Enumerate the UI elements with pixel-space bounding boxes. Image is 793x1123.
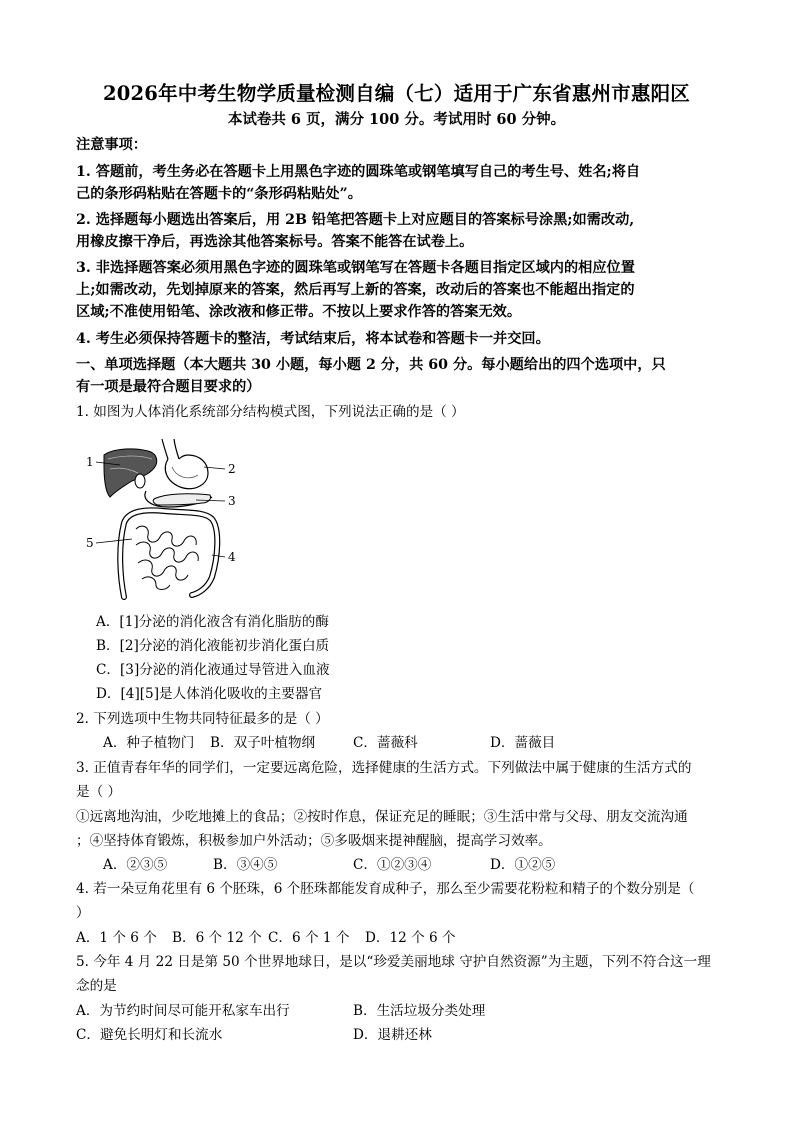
question-3-option-a: A．②③⑤ — [103, 857, 168, 873]
notice-item-3-line-1: 3. 非选择题答案必须用黑色字迹的圆珠笔或钢笔写在答题卡各题目指定区域内的相应位置 — [76, 260, 635, 276]
notice-item-2-line-1: 2. 选择题每小题选出答案后，用 2B 铅笔把答题卡上对应题目的答案标号涂黑;如需改动, — [76, 212, 635, 228]
page-subtitle: 本试卷共 6 页，满分 100 分。考试用时 60 分钟。 — [227, 111, 566, 128]
page-title: 2026年中考生物学质量检测自编（七）适用于广东省惠州市惠阳区 — [103, 82, 690, 105]
notice-item-1-line-2: 己的条形码粘贴在答题卡的“条形码粘贴处”。 — [76, 186, 362, 202]
section-heading-line-1: 一、单项选择题（本大题共 30 小题，每小题 2 分，共 60 分。每小题给出的四个选项中，只 — [76, 357, 666, 373]
question-3-stem-line-1: 3. 正值青春年华的同学们，一定要远离危险，选择健康的生活方式。下列做法中属于健康的生活方式的 — [76, 760, 692, 776]
section-heading-line-2: 有一项是最符合题目要求的） — [76, 379, 261, 395]
notice-item-1-line-1: 1. 答题前，考生务必在答题卡上用黑色字迹的圆珠笔或钢笔填写自己的考生号、姓名;将自 — [76, 164, 641, 180]
question-4-stem-line-2: ） — [76, 905, 90, 921]
digestive-system-diagram — [84, 437, 244, 600]
question-3-stem-line-2: 是（ ） — [76, 784, 122, 800]
question-5-option-a: A．为节约时间尽可能开私家车出行 — [76, 1003, 290, 1019]
diagram-label-3: 3 — [228, 494, 236, 508]
notice-item-3-line-3: 区域;不准使用铅笔、涂改液和修正带。不按以上要求作答的答案无效。 — [76, 304, 522, 320]
question-3-option-b: B．③④⑤ — [213, 857, 278, 873]
notice-item-3-line-2: 上;如需改动，先划掉原来的答案，然后再写上新的答案，改动后的答案也不能超出指定的 — [76, 282, 635, 298]
question-2-option-b: B．双子叶植物纲 — [210, 735, 316, 751]
question-1-option-a: A．[1]分泌的消化液含有消化脂肪的酶 — [96, 614, 329, 630]
question-5-stem-line-2: 念的是 — [76, 978, 117, 994]
question-4-stem-line-1: 4. 若一朵豆角花里有 6 个胚珠，6 个胚珠都能发育成种子，那么至少需要花粉粒和精子的个数分别是（ — [76, 881, 695, 897]
question-2-option-c: C．蔷薇科 — [353, 735, 418, 751]
small-intestine-shape — [136, 526, 198, 589]
diagram-label-5: 5 — [86, 536, 94, 550]
question-3-detail-line-1: ①远离地沟油，少吃地摊上的食品；②按时作息，保证充足的睡眠；③生活中常与父母、朋友交流沟通 — [76, 809, 688, 825]
question-2-option-d: D．蔷薇目 — [490, 735, 556, 751]
question-1-option-d: D．[4][5]是人体消化吸收的主要器官 — [96, 686, 323, 702]
diagram-label-4: 4 — [228, 550, 236, 564]
notice-heading: 注意事项： — [76, 137, 147, 153]
question-2-option-a: A．种子植物门 — [103, 735, 195, 751]
question-5-option-d: D．退耕还林 — [353, 1027, 432, 1043]
large-intestine-shape — [120, 510, 217, 597]
question-4-option-a: A．1 个 6 个 — [76, 930, 157, 946]
question-4-option-b: B．6 个 12 个 — [172, 930, 262, 946]
pancreas-shape — [153, 494, 210, 505]
question-5-option-c: C．避免长明灯和长流水 — [76, 1027, 223, 1043]
notice-item-2-line-2: 用橡皮擦干净后，再选涂其他答案标号。答案不能答在试卷上。 — [76, 234, 474, 250]
question-1-option-b: B．[2]分泌的消化液能初步消化蛋白质 — [96, 638, 330, 654]
question-4-option-c: C．6 个 1 个 — [268, 930, 350, 946]
question-5-option-b: B．生活垃圾分类处理 — [353, 1003, 486, 1019]
diagram-label-1: 1 — [86, 455, 94, 469]
diagram-label-2: 2 — [228, 462, 236, 476]
question-1-option-c: C．[3]分泌的消化液通过导管进入血液 — [96, 662, 330, 678]
question-3-option-c: C．①②③④ — [353, 857, 432, 873]
question-3-option-d: D．①②⑤ — [490, 857, 556, 873]
stomach-shape — [165, 455, 208, 489]
question-5-stem-line-1: 5. 今年 4 月 22 日是第 50 个世界地球日，是以“珍爱美丽地球 守护自然资源”为主题，下列不符合这一理 — [76, 954, 711, 970]
question-3-detail-line-2: ；④坚持体育锻炼，积极参加户外活动；⑤多吸烟来提神醒脑，提高学习效率。 — [76, 833, 552, 849]
notice-item-4-line-1: 4. 考生必须保持答题卡的整洁，考试结束后，将本试卷和答题卡一并交回。 — [76, 331, 550, 347]
question-2-stem: 2. 下列选项中生物共同特征最多的是（ ） — [76, 711, 329, 727]
question-1-stem: 1. 如图为人体消化系统部分结构模式图，下列说法正确的是（ ） — [76, 404, 465, 420]
question-4-option-d: D．12 个 6 个 — [365, 930, 456, 946]
